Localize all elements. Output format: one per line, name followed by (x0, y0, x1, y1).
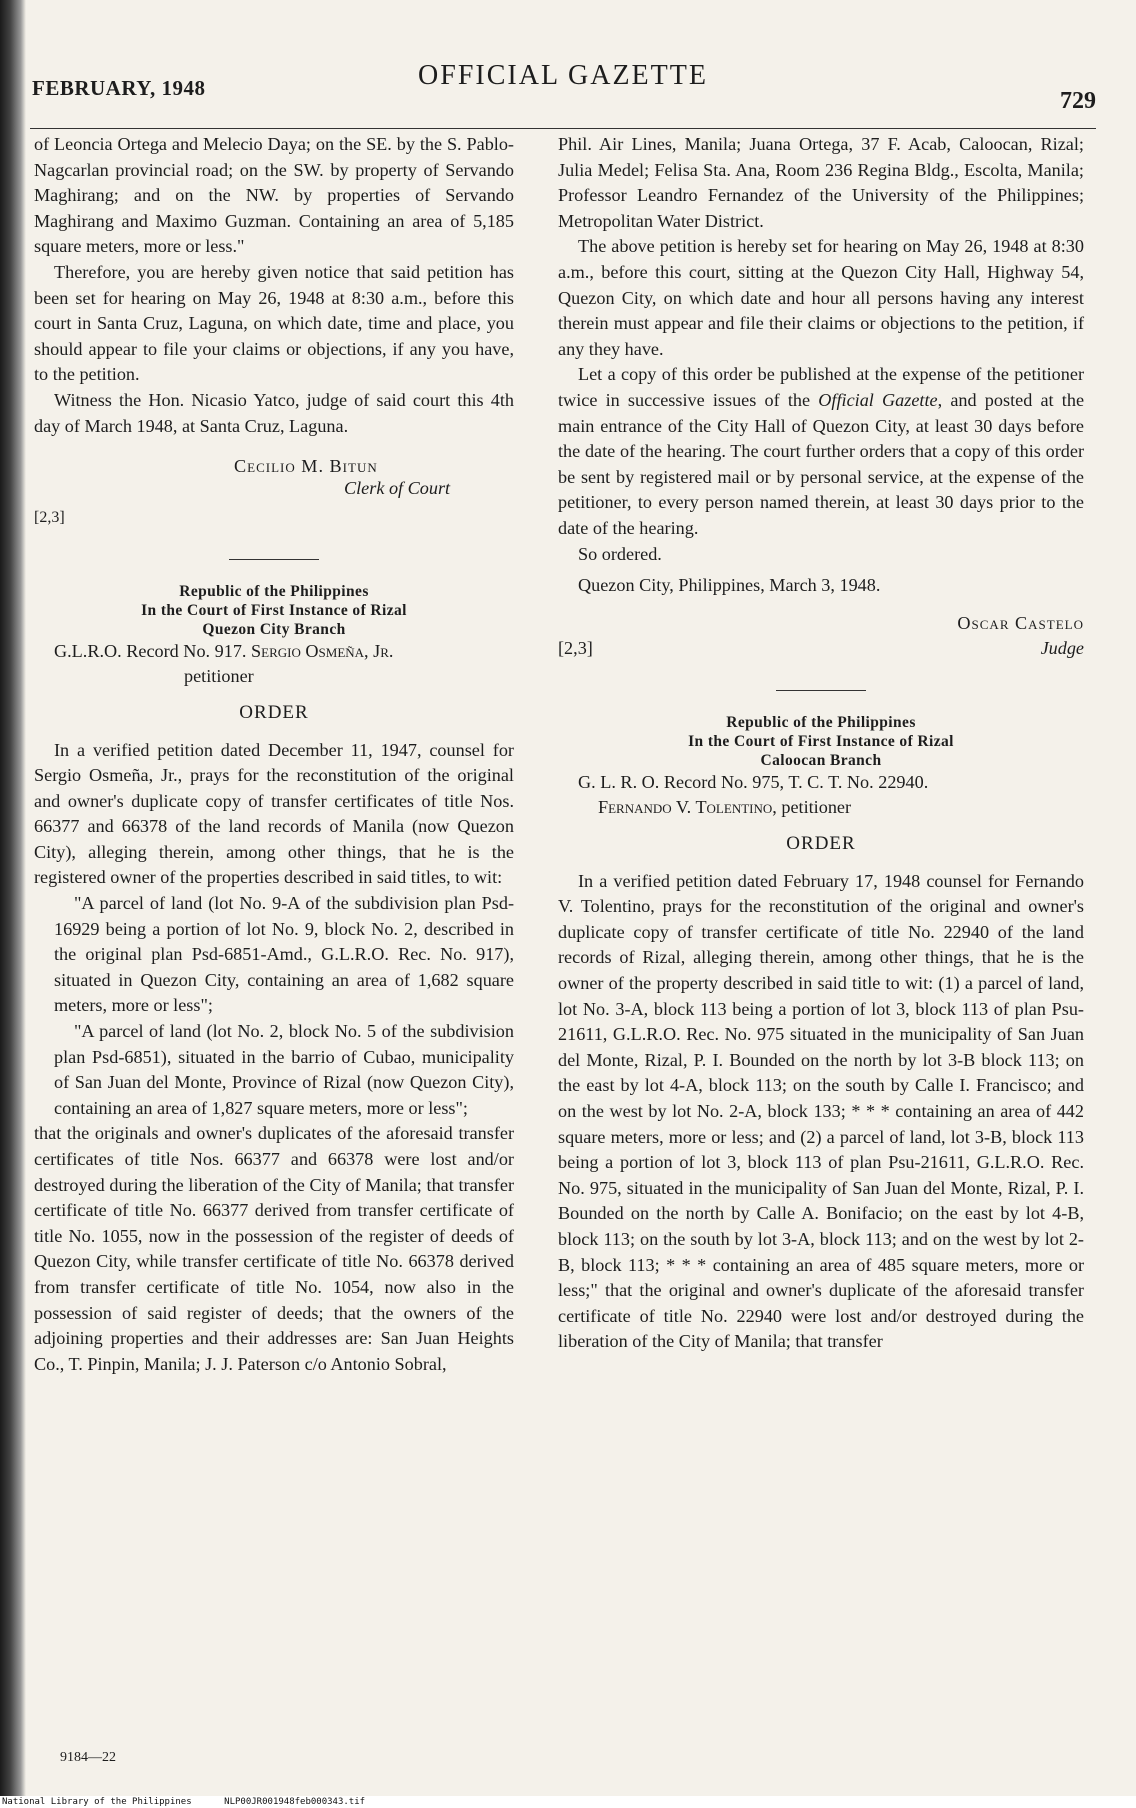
left-signature (34, 455, 514, 499)
printer-footnote: 9184—22 (60, 1750, 116, 1765)
right-court-heading (558, 713, 1084, 770)
left-court-line-3: Quezon City Branch (202, 620, 346, 638)
right-paragraph-3-italic: Official Gazette (818, 389, 938, 410)
scan-footer-filename: NLP00JR001948feb000343.tif (224, 1797, 366, 1807)
left-column (34, 132, 514, 1377)
left-issue-code: [2,3] (34, 509, 65, 527)
right-court-line-1: Republic of the Philippines (726, 713, 916, 731)
left-quote-1: "A parcel of land (lot No. 9-A of the subdivision plan Psd-16929 being a portion of lot No. 9, block No. 2, described in the original plan Psd-6851-Amd., G.L.R.O. Rec. No. 917), situated in Quezon City, containing an area of 1,682 square meters, more or less"; (54, 893, 514, 1016)
right-case-line-1: G. L. R. O. Record No. 975, T. C. T. No. 22940. (578, 771, 929, 792)
left-court-heading (34, 582, 514, 639)
left-case-party: Sergio Osmeña, Jr. (251, 640, 394, 661)
left-paragraph-4: In a verified petition dated December 11, 1947, counsel for Sergio Osmeña, Jr., prays for the reconstitution of the original and owner's duplicate copy of transfer certificates of title Nos. 66377 and 66378 of the land records of Manila (now Quezon City), alleging therein, among other things, that he is the registered owner of the properties described in said titles, to wit: (34, 739, 514, 888)
right-sign-name: Oscar Castelo (957, 612, 1084, 633)
header-page-number: 729 (1060, 88, 1096, 114)
right-paragraph-3-b: , and posted at the main entrance of the City Hall of Quezon City, at least 30 days before the date of the hearing. The court further orders that a copy of this order be sent by registered mail or by personal service, at the expense of the petitioner, to every person named therein, at least 30 days prior to the date of the hearing. (558, 389, 1085, 538)
left-paragraph-2: Therefore, you are hereby given notice that said petition has been set for hearing on May 26, 1948 at 8:30 a.m., before this court in Santa Cruz, Laguna, on which date, time and place, you should appear to file your claims or objections, if any you have, to the petition. (34, 261, 514, 385)
right-paragraph-5: Quezon City, Philippines, March 3, 1948. (578, 575, 881, 596)
left-case-prefix: G.L.R.O. Record No. 917. (54, 640, 247, 661)
right-paragraph-3-a: Let a copy of this order be published at the expense of the petitioner twice in successive issues of the (558, 364, 1084, 410)
right-sign-title: Judge (1040, 638, 1084, 659)
left-sign-name: Cecilio M. Bitun (234, 456, 378, 477)
header-title: OFFICIAL GAZETTE (418, 60, 708, 91)
page-header (30, 52, 1096, 122)
right-column (558, 132, 1084, 1355)
left-court-line-2: In the Court of First Instance of Rizal (141, 601, 407, 619)
left-paragraph-5: that the originals and owner's duplicates of the aforesaid transfer certificates of title Nos. 66377 and 66378 were lost and/or destroyed during the liberation of the City of Manila; that transfer certificate of title No. 66377 derived from transfer certificate of title No. 1055, now in the possession of the register of deeds of Quezon City, while transfer certificate of title No. 66378 derived from transfer certificate of title No. 1054, now also in the possession of said register of deeds; that the owners of the adjoining properties and their addresses are: San Juan Heights Co., T. Pinpin, Manila; J. J. Paterson c/o Antonio Sobral, (34, 1123, 514, 1374)
right-case-line (558, 770, 1084, 821)
header-rule (30, 128, 1096, 129)
right-case-role: , petitioner (772, 797, 852, 818)
right-paragraph-4: So ordered. (578, 543, 662, 564)
right-case-party: Fernando V. Tolentino (598, 797, 773, 818)
right-signature-row (558, 611, 1084, 662)
right-signature (957, 611, 1084, 662)
left-order-title: ORDER (239, 701, 309, 723)
right-order-title: ORDER (786, 833, 856, 855)
left-sign-title: Clerk of Court (344, 478, 451, 499)
right-paragraph-2: The above petition is hereby set for hearing on May 26, 1948 at 8:30 a.m., before this court, sitting at the Quezon City Hall, Highway 54, Quezon City, on which date and hour all persons having any interest therein must appear and file their claims or objections to the petition, if any they have. (558, 236, 1084, 359)
right-paragraph-1: Phil. Air Lines, Manila; Juana Ortega, 37 F. Acab, Caloocan, Rizal; Julia Medel; Felisa Sta. Ana, Room 236 Regina Bldg., Escolta, Manila; Professor Leandro Fernandez of the University of the Philippines; Metropolitan Water District. (558, 134, 1084, 231)
right-paragraph-6: In a verified petition dated February 17, 1948 counsel for Fernando V. Tolentino, prays for the reconstitution of the original and owner's duplicate copy of transfer certificate of title No. 22940 of the land records of Rizal, alleging therein, among other things, that he is the owner of the property described in said title to wit: (1) a parcel of land, lot No. 3-A, block 113 being a portion of lot 3, block 113 of plan Psu-21611, G.L.R.O. Rec. No. 975 situated in the municipality of San Juan del Monte, Rizal, P. I. Bounded on the north by lot 3-B block 113; on the east by lot 4-A, block 113; on the south by Calle I. Francisco; and on the west by lot No. 2-A, block 133; * * * containing an area of 442 square meters, more or less; and (2) a parcel of land, lot 3-B, block 113 being a portion of lot 3, block 113 of plan Psu-21611, G.L.R.O. Rec. No. 975, situated in the municipality of San Juan del Monte, Rizal, P. I. Bounded on the north by Calle A. Bonifacio; on the east by lot 4-B, block 113; on the south by lot 3-A, block 113; and on the west by lot 2-B, block 113; * * * containing an area of 485 square meters, more or less;" that the original and owner's duplicate of the aforesaid transfer certificate of title No. 22940 were lost and/or destroyed during the liberation of the City of Manila; that transfer (558, 870, 1084, 1352)
right-divider (776, 690, 866, 691)
header-date: FEBRUARY, 1948 (32, 76, 206, 100)
page-spine-shadow (0, 0, 26, 1808)
right-paragraph-3 (558, 362, 1084, 541)
left-court-line-1: Republic of the Philippines (179, 582, 369, 600)
left-paragraph-3: Witness the Hon. Nicasio Yatco, judge of said court this 4th day of March 1948, at Santa Cruz, Laguna. (34, 389, 514, 436)
left-case-line (34, 639, 514, 690)
left-case-role: petitioner (184, 666, 254, 687)
scan-footer-library: National Library of the Philippines (2, 1797, 192, 1807)
right-court-line-2: In the Court of First Instance of Rizal (688, 732, 954, 750)
left-paragraph-1: of Leoncia Ortega and Melecio Daya; on the SE. by the S. Pablo-Nagcarlan provincial road; on the SW. by property of Servando Maghirang; and on the NW. by properties of Servando Maghirang and Maximo Guzman. Containing an area of 5,185 square meters, more or less." (34, 134, 514, 257)
left-quote-2: "A parcel of land (lot No. 2, block No. 5 of the subdivision plan Psd-6851), situated in the barrio of Cubao, municipality of San Juan del Monte, Province of Rizal (now Quezon City), containing an area of 1,827 square meters, more or less"; (54, 1021, 514, 1118)
right-issue-code: [2,3] (558, 638, 593, 659)
right-court-line-3: Caloocan Branch (760, 751, 882, 769)
left-divider (229, 559, 319, 560)
scan-footer (0, 1796, 1136, 1808)
